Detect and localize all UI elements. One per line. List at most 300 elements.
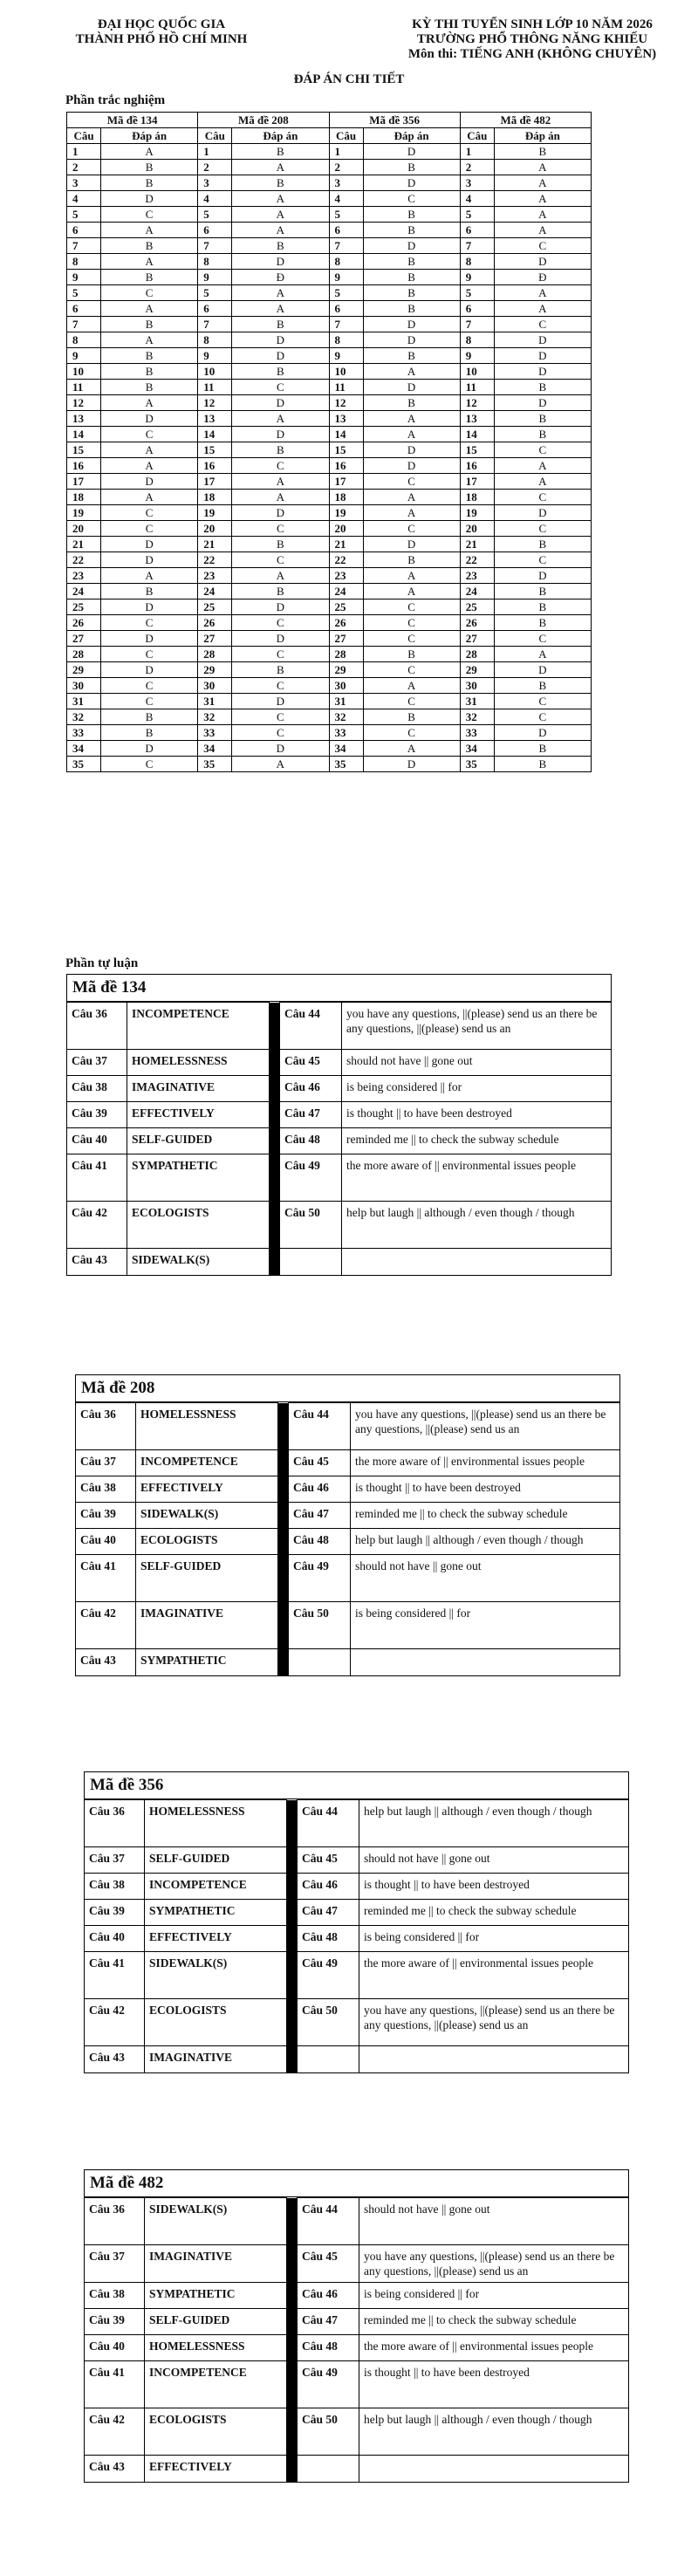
mc-answer: C [363,725,460,741]
essay-divider [270,1128,280,1154]
essay-question-label: Câu 38 [85,1874,145,1900]
mc-question-number: 18 [460,490,494,505]
mc-question-number: 15 [329,442,363,458]
mc-answer: A [232,474,329,490]
essay-question-label: Câu 42 [85,2408,145,2456]
mc-question-number: 11 [198,380,232,395]
mc-question-number: 8 [67,332,101,348]
essay-rewrite-answer: the more aware of || environmental issues people [359,1952,629,1999]
mc-row [67,694,592,709]
mc-question-number: 27 [329,631,363,647]
essay-row [85,1847,628,1874]
essay-rewrite-answer: reminded me || to check the subway schedule [359,2309,629,2335]
mc-answer: C [494,442,591,458]
mc-question-number: 5 [67,285,101,301]
essay-divider [278,1649,289,1675]
mc-question-number: 9 [460,348,494,364]
mc-row [67,144,592,160]
essay-question-label: Câu 48 [280,1128,342,1154]
mc-answer: C [101,521,198,537]
essay-row [85,2335,628,2361]
mc-row [67,757,592,772]
mc-answer: A [363,490,460,505]
mc-answer: D [494,348,591,364]
mc-question-number: 30 [460,678,494,694]
essay-divider [287,2361,298,2408]
essay-word-answer: SIDEWALK(S) [127,1249,270,1275]
mc-row [67,678,592,694]
essay-question-label: Câu 38 [67,1076,127,1102]
mc-question-number: 7 [67,238,101,254]
essay-word-answer: SYMPATHETIC [136,1649,278,1675]
mc-row [67,490,592,505]
mc-question-number: 6 [67,223,101,238]
essay-rewrite-answer: reminded me || to check the subway schedule [359,1900,629,1926]
mc-answer: B [232,238,329,254]
essay-word-answer: SIDEWALK(S) [136,1503,278,1529]
mc-question-number: 9 [198,348,232,364]
essay-row [67,1249,611,1275]
mc-question-number: 7 [198,317,232,332]
mc-question-number: 13 [460,411,494,427]
document-title: ĐÁP ÁN CHI TIẾT [293,72,405,86]
essay-question-label: Câu 46 [298,1874,359,1900]
mc-question-number: 31 [329,694,363,709]
mc-question-number: 5 [198,285,232,301]
essay-word-answer: SIDEWALK(S) [145,2198,287,2245]
document-header [0,17,698,70]
mc-question-number: 17 [460,474,494,490]
mc-question-number: 27 [67,631,101,647]
mc-answer: D [363,442,460,458]
essay-divider [278,1450,289,1476]
essay-word-answer: SYMPATHETIC [145,2283,287,2309]
essay-row [85,1926,628,1952]
essay-row [76,1555,619,1602]
essay-question-label: Câu 49 [289,1555,351,1602]
essay-word-answer: IMAGINATIVE [136,1602,278,1649]
mc-question-number: 8 [67,254,101,270]
mc-question-number: 17 [329,474,363,490]
essay-row [85,1952,628,1999]
essay-row [67,1102,611,1128]
essay-rewrite-answer [359,2046,629,2072]
mc-answer: C [101,647,198,662]
essay-rewrite-answer: you have any questions, ||(please) send us an there be any questions, ||(please) send us an [359,2245,629,2283]
mc-answer: B [101,709,198,725]
mc-answer: A [363,427,460,442]
mc-row [67,207,592,223]
essay-question-label: Câu 39 [67,1102,127,1128]
mc-answer: B [101,317,198,332]
essay-word-answer: ECOLOGISTS [145,1999,287,2046]
mc-answer: B [101,238,198,254]
mc-answer: C [494,317,591,332]
essay-divider [287,2283,298,2309]
mc-answer: B [363,395,460,411]
mc-answer: B [494,537,591,552]
mc-question-number: 16 [329,458,363,474]
essay-row [67,1154,611,1202]
mc-answer: C [101,427,198,442]
mc-answer: B [494,427,591,442]
essay-rewrite-answer: help but laugh || although / even though / though [351,1529,620,1555]
mc-answer: A [232,160,329,175]
mc-question-number: 30 [329,678,363,694]
mc-answer: B [363,647,460,662]
essay-divider [287,2335,298,2361]
essay-question-label: Câu 36 [67,1003,127,1050]
mc-question-number: 7 [198,238,232,254]
essay-word-answer: SYMPATHETIC [145,1900,287,1926]
essay-word-answer: IMAGINATIVE [145,2046,287,2072]
essay-rewrite-answer: is being considered || for [351,1602,620,1649]
mc-answer: A [363,364,460,380]
mc-question-number: 34 [67,741,101,757]
header-right-line: TRƯỜNG PHỔ THÔNG NĂNG KHIẾU [416,32,648,46]
mc-answer: D [101,191,198,207]
essay-question-label: Câu 37 [76,1450,136,1476]
essay-question-label: Câu 41 [85,1952,145,1999]
mc-answer: B [101,380,198,395]
mc-section-title: Phần trắc nghiệm [65,93,166,107]
essay-rewrite-answer: you have any questions, ||(please) send us an there be any questions, ||(please) send us an [351,1403,620,1450]
essay-row [85,2408,628,2456]
mc-question-number: 26 [329,615,363,631]
essay-question-label [298,2046,359,2072]
essay-question-label: Câu 39 [85,1900,145,1926]
mc-answer: D [494,364,591,380]
essay-word-answer: IMAGINATIVE [127,1076,270,1102]
mc-col-question: Câu [460,128,494,144]
mc-question-number: 20 [460,521,494,537]
mc-question-number: 13 [329,411,363,427]
mc-answer: C [232,521,329,537]
essay-question-label: Câu 45 [289,1450,351,1476]
mc-question-number: 4 [329,191,363,207]
mc-answer: C [363,615,460,631]
mc-answer: C [363,191,460,207]
essay-question-label: Câu 40 [67,1128,127,1154]
essay-question-label: Câu 37 [67,1050,127,1076]
mc-question-number: 15 [67,442,101,458]
essay-rewrite-answer [342,1249,612,1275]
essay-question-label: Câu 40 [85,2335,145,2361]
mc-question-number: 5 [329,207,363,223]
essay-divider [270,1249,280,1275]
mc-row [67,662,592,678]
mc-question-number: 35 [460,757,494,772]
mc-row [67,631,592,647]
mc-question-number: 9 [198,270,232,285]
mc-col-question: Câu [198,128,232,144]
essay-word-answer: SELF-GUIDED [136,1555,278,1602]
mc-answer: A [101,144,198,160]
mc-question-number: 7 [460,238,494,254]
essay-question-label: Câu 48 [298,2335,359,2361]
mc-question-number: 8 [460,254,494,270]
mc-question-number: 5 [460,285,494,301]
mc-row [67,709,592,725]
mc-code-header: Mã đề 482 [460,113,591,128]
mc-question-number: 24 [460,584,494,599]
essay-table [67,1002,611,1275]
essay-question-label: Câu 46 [289,1476,351,1503]
mc-question-number: 19 [67,505,101,521]
essay-question-label: Câu 47 [298,2309,359,2335]
essay-table [76,1402,619,1675]
mc-answer: A [101,395,198,411]
mc-answer: D [101,474,198,490]
essay-rewrite-answer: is being considered || for [359,2283,629,2309]
essay-divider [287,2198,298,2245]
mc-question-number: 3 [67,175,101,191]
mc-row [67,254,592,270]
mc-question-number: 28 [460,647,494,662]
mc-answer: B [494,144,591,160]
mc-question-number: 4 [460,191,494,207]
essay-divider [278,1476,289,1503]
essay-rewrite-answer: the more aware of || environmental issues people [359,2335,629,2361]
mc-answer: A [232,301,329,317]
essay-question-label [298,2456,359,2482]
mc-answer: B [494,757,591,772]
mc-question-number: 33 [329,725,363,741]
essay-divider [278,1555,289,1602]
mc-question-number: 23 [198,568,232,584]
essay-row [85,2456,628,2482]
mc-question-number: 9 [329,348,363,364]
mc-question-number: 23 [329,568,363,584]
mc-question-number: 34 [460,741,494,757]
mc-question-number: 9 [67,270,101,285]
mc-answer: C [494,694,591,709]
mc-column-row [67,128,592,144]
mc-question-number: 18 [67,490,101,505]
mc-question-number: 13 [67,411,101,427]
mc-question-number: 1 [329,144,363,160]
mc-question-number: 26 [67,615,101,631]
mc-answer: C [232,380,329,395]
mc-question-number: 33 [67,725,101,741]
mc-row [67,741,592,757]
essay-question-label: Câu 41 [85,2361,145,2408]
essay-word-answer: HOMELESSNESS [127,1050,270,1076]
essay-rewrite-answer: should not have || gone out [359,1847,629,1874]
essay-question-label: Câu 37 [85,1847,145,1874]
essay-question-label: Câu 38 [76,1476,136,1503]
essay-rewrite-answer: is being considered || for [359,1926,629,1952]
mc-answer: C [363,474,460,490]
essay-question-label: Câu 44 [298,1800,359,1847]
mc-answer: D [363,757,460,772]
essay-rewrite-answer: help but laugh || although / even though / though [342,1202,612,1249]
essay-question-label: Câu 45 [298,2245,359,2283]
mc-question-number: 8 [198,332,232,348]
essay-question-label: Câu 38 [85,2283,145,2309]
mc-answer: C [363,521,460,537]
mc-question-number: 17 [198,474,232,490]
essay-question-label: Câu 41 [67,1154,127,1202]
mc-row [67,411,592,427]
mc-answer: A [101,442,198,458]
mc-question-number: 25 [329,599,363,615]
essay-divider [287,2408,298,2456]
header-left-line: THÀNH PHỐ HỒ CHÍ MINH [75,32,248,46]
mc-question-number: 9 [460,270,494,285]
essay-word-answer: SELF-GUIDED [127,1128,270,1154]
mc-question-number: 14 [329,427,363,442]
mc-answer: A [101,332,198,348]
essay-divider [278,1403,289,1450]
essay-row [67,1003,611,1050]
mc-row [67,191,592,207]
mc-col-answer: Đáp án [101,128,198,144]
mc-question-number: 20 [67,521,101,537]
mc-question-number: 35 [329,757,363,772]
essay-block-134 [66,974,612,1276]
mc-answer: A [101,568,198,584]
essay-row [76,1602,619,1649]
mc-answer: A [232,207,329,223]
essay-question-label: Câu 36 [76,1403,136,1450]
mc-question-number: 13 [198,411,232,427]
essay-word-answer: EFFECTIVELY [145,2456,287,2482]
essay-row [85,2283,628,2309]
mc-code-row [67,113,592,128]
mc-answer: B [363,348,460,364]
mc-answer: C [494,709,591,725]
essay-question-label: Câu 46 [280,1076,342,1102]
mc-question-number: 12 [198,395,232,411]
mc-answer: C [101,207,198,223]
mc-answer: C [232,615,329,631]
essay-row [85,1874,628,1900]
mc-question-number: 29 [198,662,232,678]
mc-answer: B [101,175,198,191]
mc-answer: D [232,599,329,615]
mc-question-number: 27 [198,631,232,647]
essay-question-label: Câu 36 [85,1800,145,1847]
mc-answer: B [101,270,198,285]
mc-answer: D [232,505,329,521]
essay-divider [278,1602,289,1649]
mc-row [67,647,592,662]
mc-question-number: 24 [67,584,101,599]
essay-question-label: Câu 44 [298,2198,359,2245]
mc-answer: C [494,552,591,568]
mc-question-number: 31 [67,694,101,709]
mc-answer: A [232,191,329,207]
mc-answer-table [66,112,592,772]
mc-question-number: 1 [198,144,232,160]
header-right-line: Môn thi: TIẾNG ANH (KHÔNG CHUYÊN) [407,47,657,61]
mc-question-number: 7 [329,238,363,254]
essay-row [76,1649,619,1675]
essay-rewrite-answer [351,1649,620,1675]
mc-question-number: 5 [460,207,494,223]
essay-rewrite-answer: should not have || gone out [359,2198,629,2245]
mc-answer: B [101,364,198,380]
mc-row [67,317,592,332]
mc-answer: D [101,537,198,552]
mc-question-number: 18 [329,490,363,505]
mc-answer: A [494,160,591,175]
essay-question-label: Câu 49 [298,2361,359,2408]
mc-answer: B [494,380,591,395]
essay-row [67,1128,611,1154]
essay-question-label: Câu 50 [298,1999,359,2046]
mc-answer: D [101,631,198,647]
mc-answer: D [494,332,591,348]
mc-question-number: 18 [198,490,232,505]
mc-question-number: 10 [329,364,363,380]
mc-question-number: 5 [329,285,363,301]
mc-answer: A [101,490,198,505]
essay-word-answer: INCOMPETENCE [145,2361,287,2408]
essay-rewrite-answer: should not have || gone out [351,1555,620,1602]
mc-question-number: 17 [67,474,101,490]
mc-question-number: 25 [67,599,101,615]
essay-divider [287,1952,298,1999]
mc-question-number: 2 [329,160,363,175]
essay-rewrite-answer [359,2456,629,2482]
mc-question-number: 14 [460,427,494,442]
mc-answer: B [363,254,460,270]
essay-rewrite-answer: the more aware of || environmental issues people [342,1154,612,1202]
mc-answer: B [232,662,329,678]
essay-question-label [289,1649,351,1675]
mc-question-number: 11 [329,380,363,395]
mc-question-number: 30 [198,678,232,694]
mc-question-number: 29 [329,662,363,678]
mc-question-number: 3 [460,175,494,191]
mc-answer: D [101,552,198,568]
mc-row [67,380,592,395]
essay-row [76,1529,619,1555]
header-exam-info [384,17,681,62]
mc-question-number: 6 [329,301,363,317]
mc-question-number: 6 [460,223,494,238]
mc-question-number: 16 [198,458,232,474]
mc-answer: D [232,348,329,364]
essay-divider [270,1050,280,1076]
mc-row [67,615,592,631]
mc-question-number: 34 [198,741,232,757]
essay-divider [287,1900,298,1926]
mc-answer: A [363,584,460,599]
mc-code-header: Mã đề 208 [198,113,329,128]
mc-answer: C [101,694,198,709]
mc-row [67,285,592,301]
essay-question-label: Câu 47 [280,1102,342,1128]
essay-word-answer: INCOMPETENCE [145,1874,287,1900]
essay-row [76,1476,619,1503]
mc-answer: A [363,411,460,427]
mc-answer: D [232,631,329,647]
mc-answer: B [363,301,460,317]
mc-question-number: 12 [460,395,494,411]
mc-answer: D [494,254,591,270]
mc-question-number: 32 [329,709,363,725]
mc-question-number: 26 [460,615,494,631]
mc-answer: A [494,223,591,238]
essay-word-answer: ECOLOGISTS [145,2408,287,2456]
essay-question-label: Câu 39 [85,2309,145,2335]
mc-question-number: 24 [329,584,363,599]
mc-question-number: 22 [460,552,494,568]
essay-question-label: Câu 44 [289,1403,351,1450]
